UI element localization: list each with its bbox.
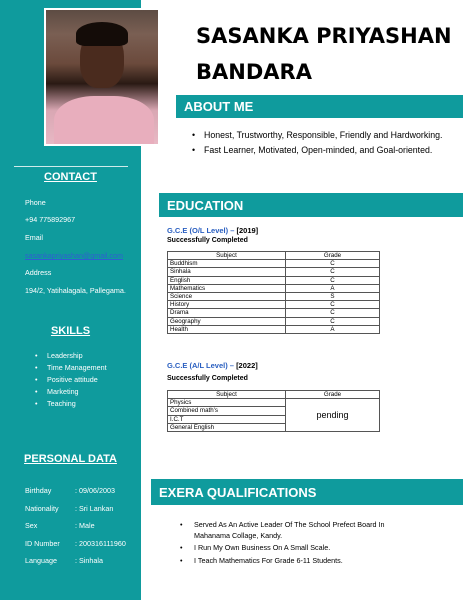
table-row: Health A xyxy=(168,325,380,333)
al-grade-pending: pending xyxy=(286,399,380,432)
personal-data-heading: PERSONAL DATA xyxy=(24,453,117,465)
qualifications-heading: EXERA QUALIFICATIONS xyxy=(151,479,463,505)
table-row: Geography C xyxy=(168,317,380,325)
about-heading: ABOUT ME xyxy=(176,95,463,118)
table-row: Science S xyxy=(168,292,380,300)
email-link[interactable]: sasankapriyashan@gmail.com xyxy=(25,251,123,260)
qualifications-list xyxy=(180,520,420,568)
skill-item: • Teaching xyxy=(35,398,107,410)
about-list xyxy=(192,129,462,159)
education-heading: EDUCATION xyxy=(159,193,463,217)
phone-value: +94 775892967 xyxy=(25,215,76,224)
skill-item: • Time Management xyxy=(35,362,107,374)
al-status: Successfully Completed xyxy=(167,375,248,382)
skills-list xyxy=(35,350,107,410)
ol-grades-table xyxy=(167,251,380,334)
table-row: Mathematics A xyxy=(168,284,380,292)
al-title: G.C.E (A/L Level) – [2022] xyxy=(167,361,258,370)
table-row: General English xyxy=(168,423,380,431)
subject-header: Subject xyxy=(168,391,286,399)
nationality-row: Nationality : Sri Lankan xyxy=(25,504,114,513)
skill-item: • Marketing xyxy=(35,386,107,398)
table-row: Physics pending xyxy=(168,399,380,407)
subject-header: Subject xyxy=(168,252,286,260)
table-row: History C xyxy=(168,301,380,309)
grade-header: Grade xyxy=(286,252,380,260)
full-name: SASANKA PRIYASHAN BANDARA xyxy=(196,24,452,84)
contact-divider xyxy=(14,166,128,167)
qualification-item: • Served As An Active Leader Of The School Prefect Board In Mahanama Collage, Kandy. xyxy=(180,520,420,541)
birthday-row: Birthday : 09/06/2003 xyxy=(25,486,115,495)
address-value: 194/2, Yatihalagala, Pallegama. xyxy=(25,286,126,295)
table-row: Sinhala C xyxy=(168,268,380,276)
table-row: I.C.T xyxy=(168,415,380,423)
address-label: Address xyxy=(25,268,52,277)
al-grades-table xyxy=(167,390,380,432)
contact-heading: CONTACT xyxy=(44,171,97,183)
ol-title: G.C.E (O/L Level) – [2019] xyxy=(167,226,259,235)
qualification-item: • I Run My Own Business On A Small Scale. xyxy=(180,543,420,554)
about-item: • Fast Learner, Motivated, Open-minded, and Goal-oriented. xyxy=(192,144,462,157)
table-row: Combined math's xyxy=(168,407,380,415)
table-row: English C xyxy=(168,276,380,284)
grade-header: Grade xyxy=(286,391,380,399)
language-row: Language : Sinhala xyxy=(25,556,103,565)
table-row: Drama C xyxy=(168,309,380,317)
ol-status: Successfully Completed xyxy=(167,237,248,244)
sex-row: Sex : Male xyxy=(25,521,95,530)
about-item: • Honest, Trustworthy, Responsible, Friendly and Hardworking. xyxy=(192,129,462,142)
qualification-item: • I Teach Mathematics For Grade 6-11 Students. xyxy=(180,556,420,567)
id-number-row: ID Number : 200316111960 xyxy=(25,539,126,548)
phone-label: Phone xyxy=(25,198,46,207)
skill-item: • Leadership xyxy=(35,350,107,362)
table-row: Buddhism C xyxy=(168,260,380,268)
skill-item: • Positive attitude xyxy=(35,374,107,386)
email-label: Email xyxy=(25,233,43,242)
skills-heading: SKILLS xyxy=(50,325,91,337)
profile-photo xyxy=(44,8,160,146)
